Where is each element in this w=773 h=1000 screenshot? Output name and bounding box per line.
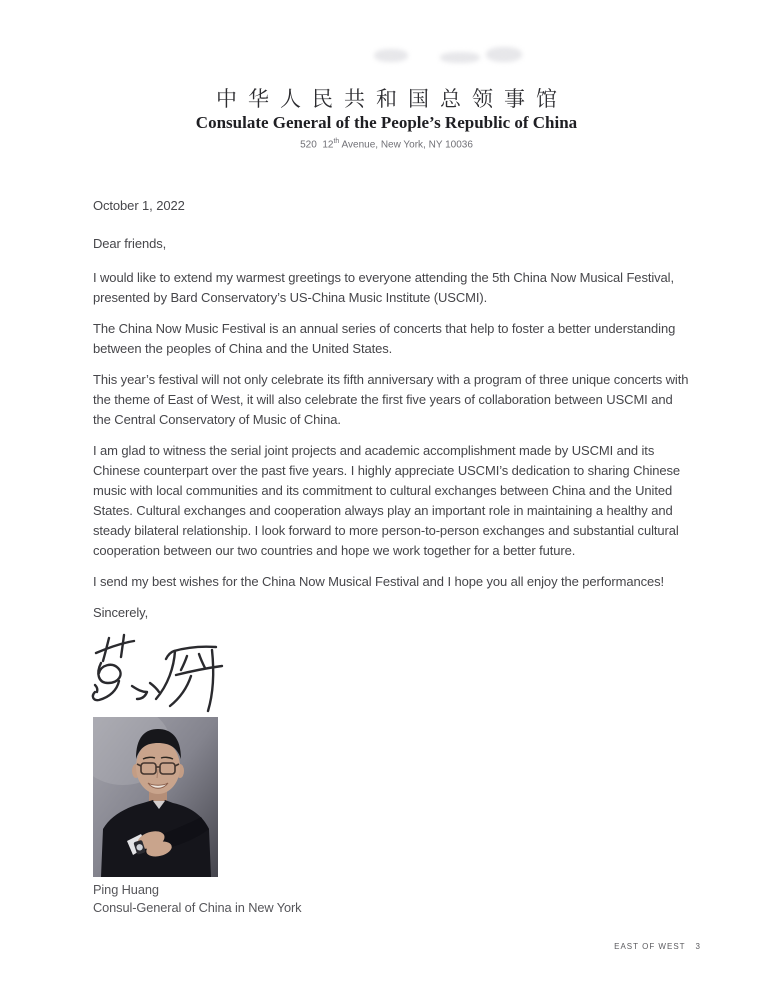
page-footer — [614, 942, 701, 951]
paragraph-2: The China Now Music Festival is an annual series of concerts that help to foster a better understanding between the peoples of China and the United States. — [93, 321, 676, 356]
sender-title: Consul-General of China in New York — [93, 900, 302, 915]
address-suffix: Avenue, New York, NY 10036 — [339, 139, 473, 151]
paragraph-3: This year’s festival will not only celebrate its fifth anniversary with a program of three unique concerts with the theme of East of West, it will also celebrate the first five years of collaboration between USCMI and the Central Conservatory of Music of China. — [93, 372, 689, 427]
letter-date: October 1, 2022 — [93, 198, 185, 213]
scan-smudge — [374, 49, 408, 62]
salutation: Dear friends, — [93, 236, 167, 251]
paragraph-4: I am glad to witness the serial joint projects and academic accomplishment made by USCMI and its Chinese counterpart over the past five years. I highly appreciate USCMI’s dedication to sharing Chinese music with local communities and its commitment to cultural exchanges between China and the United States. Cultural exchanges and cooperation always play an important role in maintaining a healthy and steady bilateral relationship. I look forward to more person-to-person exchanges and substantial cultural cooperation between our two countries and hope we work together for a better future. — [93, 443, 681, 558]
scan-smudge — [486, 47, 522, 62]
signature-huang-ping — [86, 631, 251, 713]
portrait-photo-image — [93, 717, 218, 877]
portrait-photo — [93, 717, 218, 877]
consulate-name-english: Consulate General of the People’s Republic of China — [195, 113, 578, 132]
letterhead — [0, 86, 773, 151]
scan-smudge — [440, 52, 480, 63]
footer-running-title: EAST OF WEST — [614, 942, 686, 951]
paragraph-1: I would like to extend my warmest greetings to everyone attending the 5th China Now Musical Festival, presented by Bard Conservatory’s US-China Music Institute (USCMI). — [93, 270, 674, 305]
consulate-address — [0, 135, 773, 151]
consulate-name-chinese: 中华人民共和国总领事馆 — [216, 87, 568, 111]
letter-body — [93, 196, 689, 917]
closing: Sincerely, — [93, 605, 149, 620]
address-ordinal: th — [333, 138, 340, 145]
signature-handwriting-icon — [86, 631, 251, 713]
sender-name: Ping Huang — [93, 882, 159, 897]
page-number: 3 — [695, 942, 701, 951]
address-prefix: 520 12 — [300, 139, 334, 151]
paragraph-5: I send my best wishes for the China Now Musical Festival and I hope you all enjoy the performances! — [93, 574, 665, 589]
